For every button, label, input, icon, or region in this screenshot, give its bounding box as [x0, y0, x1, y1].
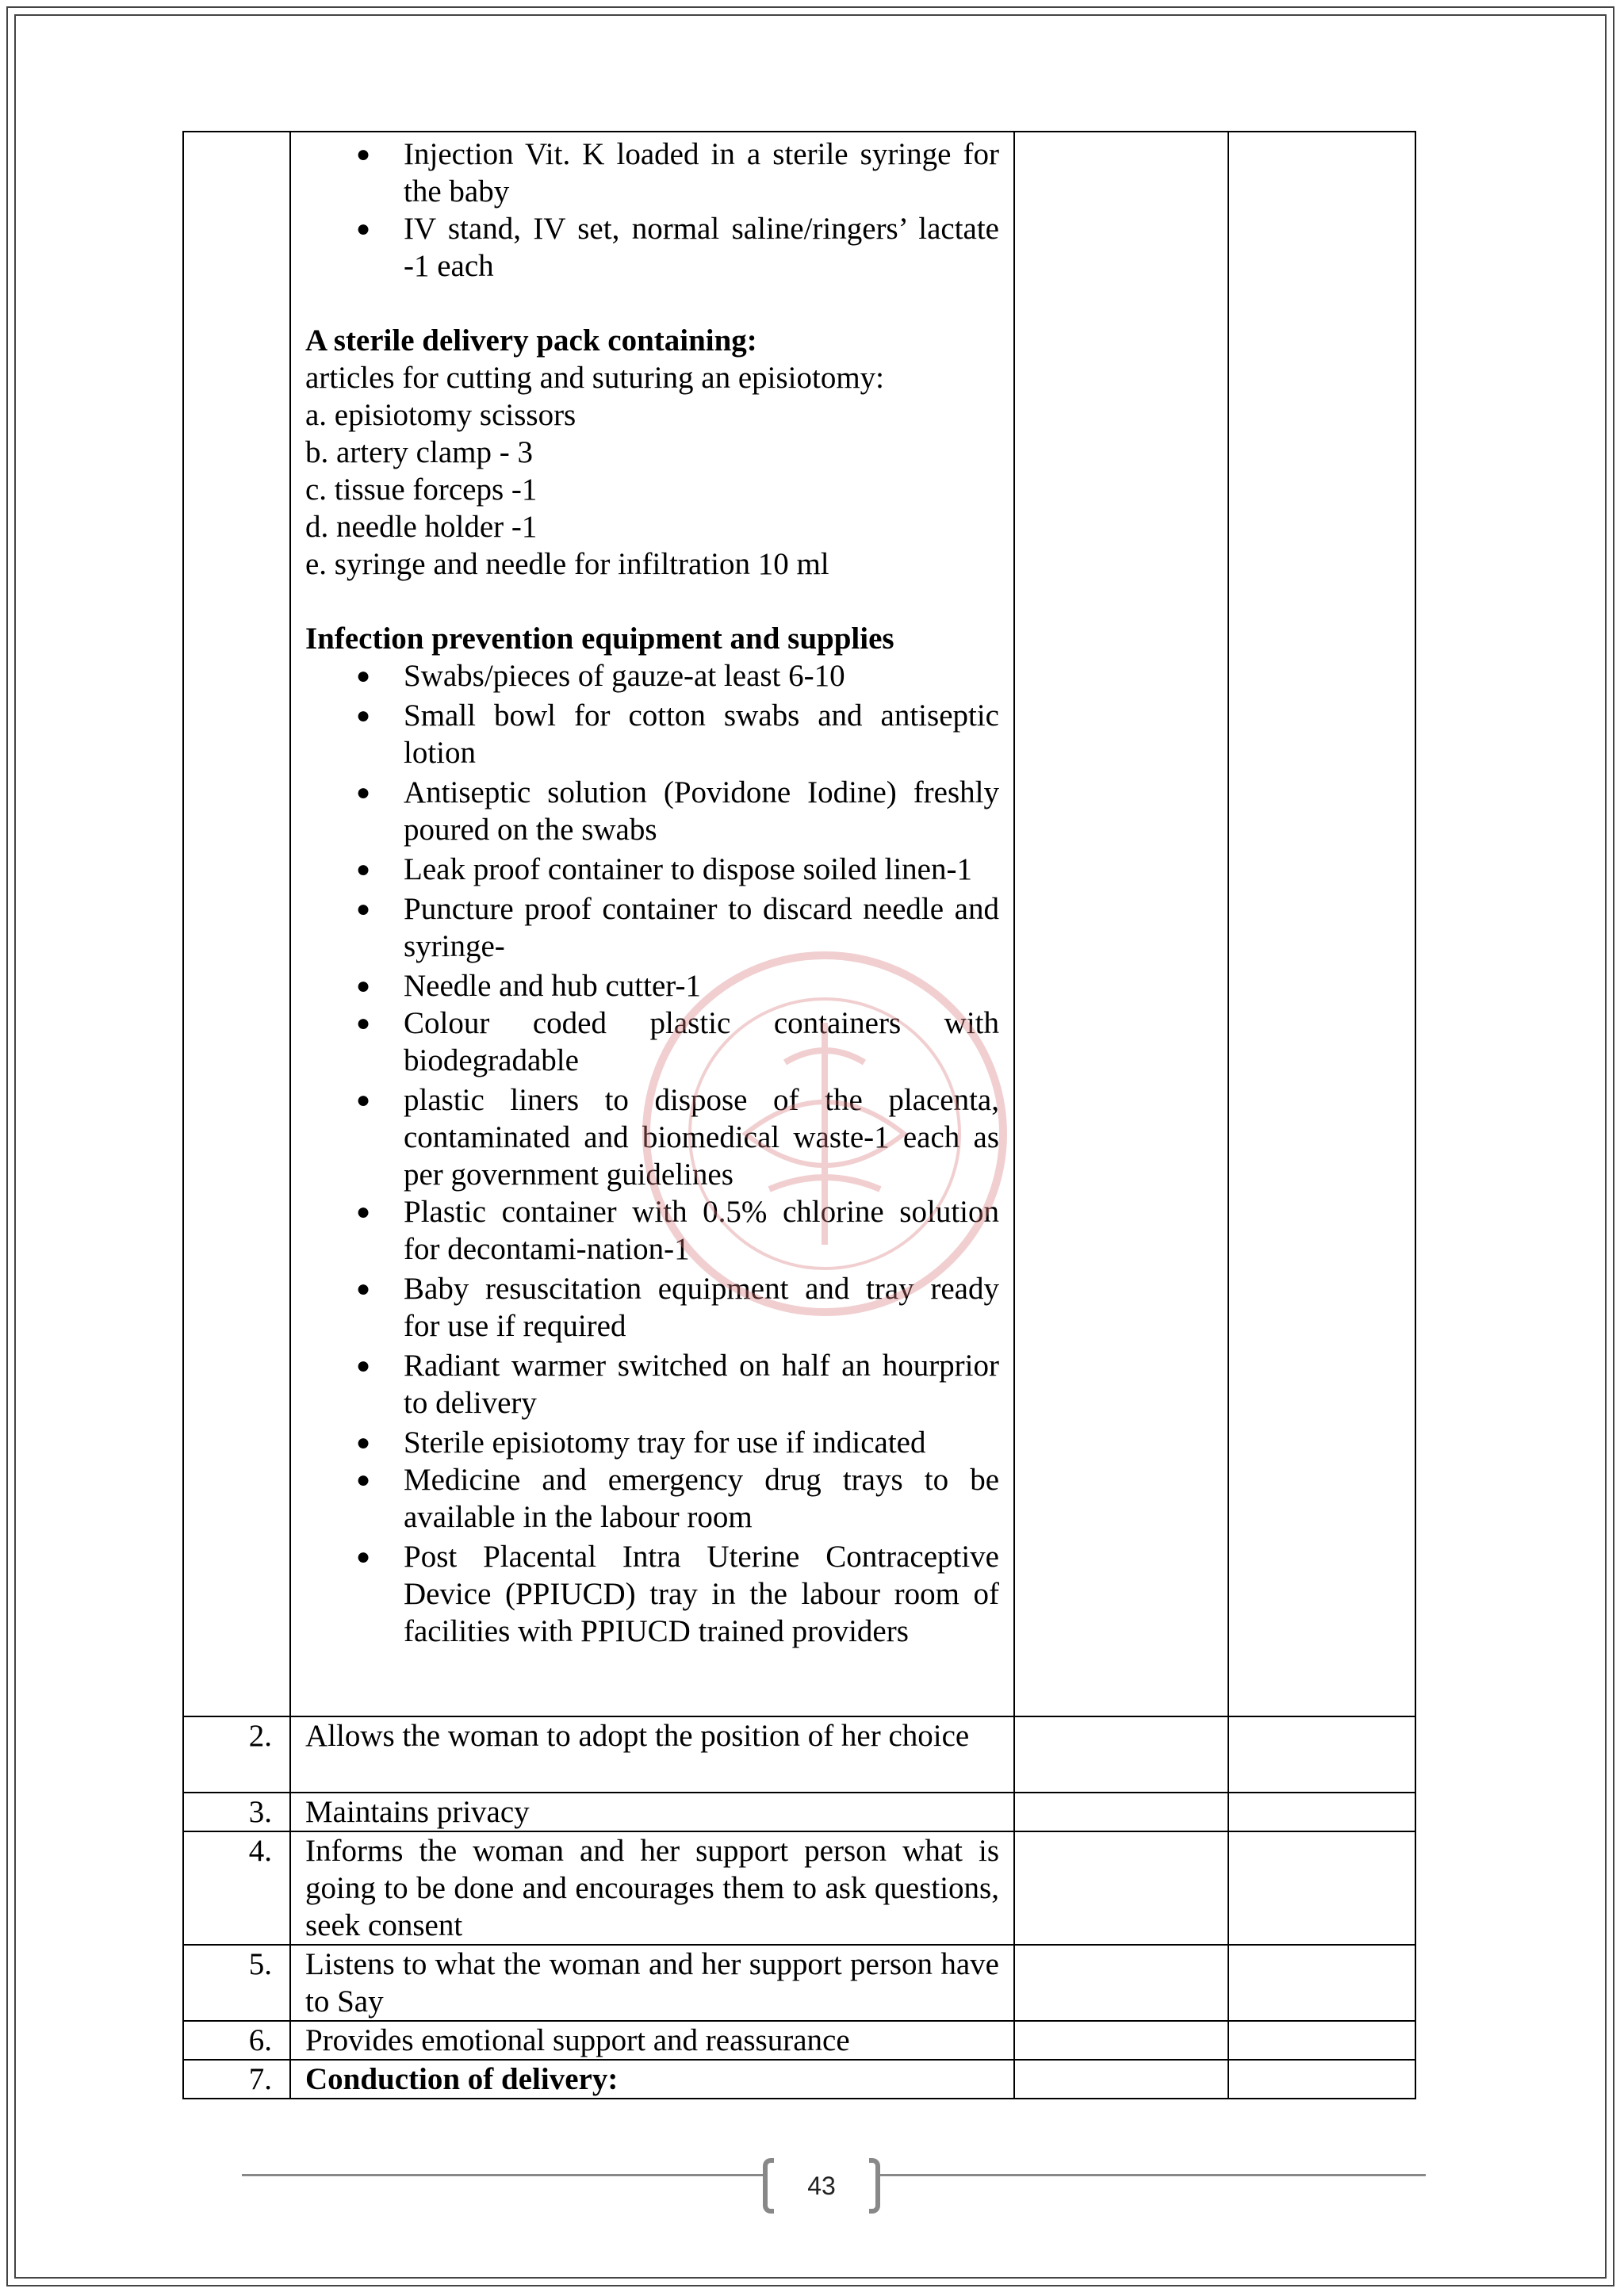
list-item: ● Baby resuscitation equipment and tray ready for use if required [356, 1272, 999, 1343]
bullet-icon: ● [356, 1353, 371, 1379]
list-item: ● Plastic container with 0.5% chlorine solution for decontami-nation-1 [356, 1195, 999, 1266]
list-item: ● Post Placental Intra Uterine Contraceptive Device (PPIUCD) tray in the labour room of facilities with PPIUCD trained providers [356, 1540, 999, 1648]
blank-cell [1014, 2021, 1228, 2060]
bullet-icon: ● [356, 702, 371, 729]
list-item: ● Colour coded plastic containers with biodegradable [356, 1006, 999, 1077]
bullet-icon: ● [356, 1544, 371, 1570]
table-row [183, 1945, 1415, 2021]
bullet-icon: ● [356, 1467, 371, 1493]
list-item: ● IV stand, IV set, normal saline/ringers’ lactate -1 each [356, 212, 999, 283]
infection-prevention-list [305, 657, 999, 1650]
bullet-icon: ● [356, 1199, 371, 1225]
table-row [183, 1793, 1415, 1831]
item-description-cell: Informs the woman and her support person what is going to be done and encourages them to ask questions, seek consent [290, 1831, 1014, 1945]
row-number-cell: 4. [183, 1831, 290, 1945]
delivery-pack-line: e. syringe and needle for infiltration 10 ml [305, 547, 829, 581]
blank-cell [1228, 2021, 1415, 2060]
item-description-cell: Maintains privacy [290, 1793, 1014, 1831]
checklist-table [182, 131, 1416, 2099]
list-item: ● Swabs/pieces of gauze-at least 6-10 [356, 659, 845, 693]
blank-cell [1228, 2060, 1415, 2099]
list-item: ● Radiant warmer switched on half an hourprior to delivery [356, 1349, 999, 1420]
bullet-icon: ● [356, 1276, 371, 1302]
blank-cell [1014, 1945, 1228, 2021]
bullet-icon: ● [356, 141, 371, 167]
bullet-icon: ● [356, 1429, 371, 1456]
table-row [183, 2060, 1415, 2099]
blank-cell [1228, 132, 1415, 1716]
item-description-cell: Provides emotional support and reassurance [290, 2021, 1014, 2060]
bullet-icon: ● [356, 973, 371, 999]
blank-cell [1228, 1831, 1415, 1945]
list-item: ● Injection Vit. K loaded in a sterile syringe for the baby [356, 137, 999, 209]
table-row [183, 132, 1415, 1716]
blank-cell [1014, 132, 1228, 1716]
list-item: ● Medicine and emergency drug trays to be available in the labour room [356, 1463, 999, 1534]
footer-rule-left [242, 2174, 765, 2176]
blank-cell [1014, 1831, 1228, 1945]
blank-cell [1014, 2060, 1228, 2099]
bullet-icon: ● [356, 856, 371, 882]
row-number-cell: 2. [183, 1716, 290, 1793]
blank-cell [1014, 1716, 1228, 1793]
blank-cell [1228, 1716, 1415, 1793]
table-row [183, 1716, 1415, 1793]
row-number-cell: 3. [183, 1793, 290, 1831]
bullet-icon: ● [356, 779, 371, 806]
item-description-cell: Listens to what the woman and her support person have to Say [290, 1945, 1014, 2021]
delivery-pack-line: d. needle holder -1 [305, 510, 538, 544]
list-item: ● Leak proof container to dispose soiled linen-1 [356, 852, 972, 886]
bullet-icon: ● [356, 216, 371, 242]
bullet-icon: ● [356, 1087, 371, 1113]
infection-prevention-heading: Infection prevention equipment and supplies [305, 622, 894, 656]
list-item: ● Needle and hub cutter-1 [356, 969, 701, 1003]
delivery-pack-line: a. episiotomy scissors [305, 398, 576, 432]
list-item: ● plastic liners to dispose of the placenta, contaminated and biomedical waste-1 each as per government guidelines [356, 1083, 999, 1192]
blank-cell [1228, 1793, 1415, 1831]
table-row [183, 2021, 1415, 2060]
list-item: ● Small bowl for cotton swabs and antiseptic lotion [356, 698, 999, 770]
item-description-cell [290, 132, 1014, 1716]
delivery-pack-heading: A sterile delivery pack containing: [305, 323, 757, 358]
row-number-cell [183, 132, 290, 1716]
blank-cell [1228, 1945, 1415, 2021]
item-description-cell: Conduction of delivery: [290, 2060, 1014, 2099]
bullet-icon: ● [356, 1010, 371, 1036]
table-row [183, 1831, 1415, 1945]
list-item: ● Sterile episiotomy tray for use if indicated [356, 1425, 926, 1460]
delivery-pack-line: b. artery clamp - 3 [305, 435, 533, 469]
item-description-cell: Allows the woman to adopt the position of her choice [290, 1716, 1014, 1793]
page-number: 43 [807, 2171, 836, 2200]
list-item: ● Puncture proof container to discard needle and syringe- [356, 892, 999, 963]
bullet-icon: ● [356, 663, 371, 689]
blank-cell [1014, 1793, 1228, 1831]
footer-rule-right [879, 2174, 1426, 2176]
list-item: ● Antiseptic solution (Povidone Iodine) freshly poured on the swabs [356, 775, 999, 847]
bullet-icon: ● [356, 896, 371, 922]
delivery-pack-line: c. tissue forceps -1 [305, 473, 538, 507]
delivery-pack-line: articles for cutting and suturing an episiotomy: [305, 361, 885, 395]
row-number-cell: 5. [183, 1945, 290, 2021]
row-number-cell: 6. [183, 2021, 290, 2060]
intro-bullet-list [305, 136, 999, 285]
row-number-cell: 7. [183, 2060, 290, 2099]
